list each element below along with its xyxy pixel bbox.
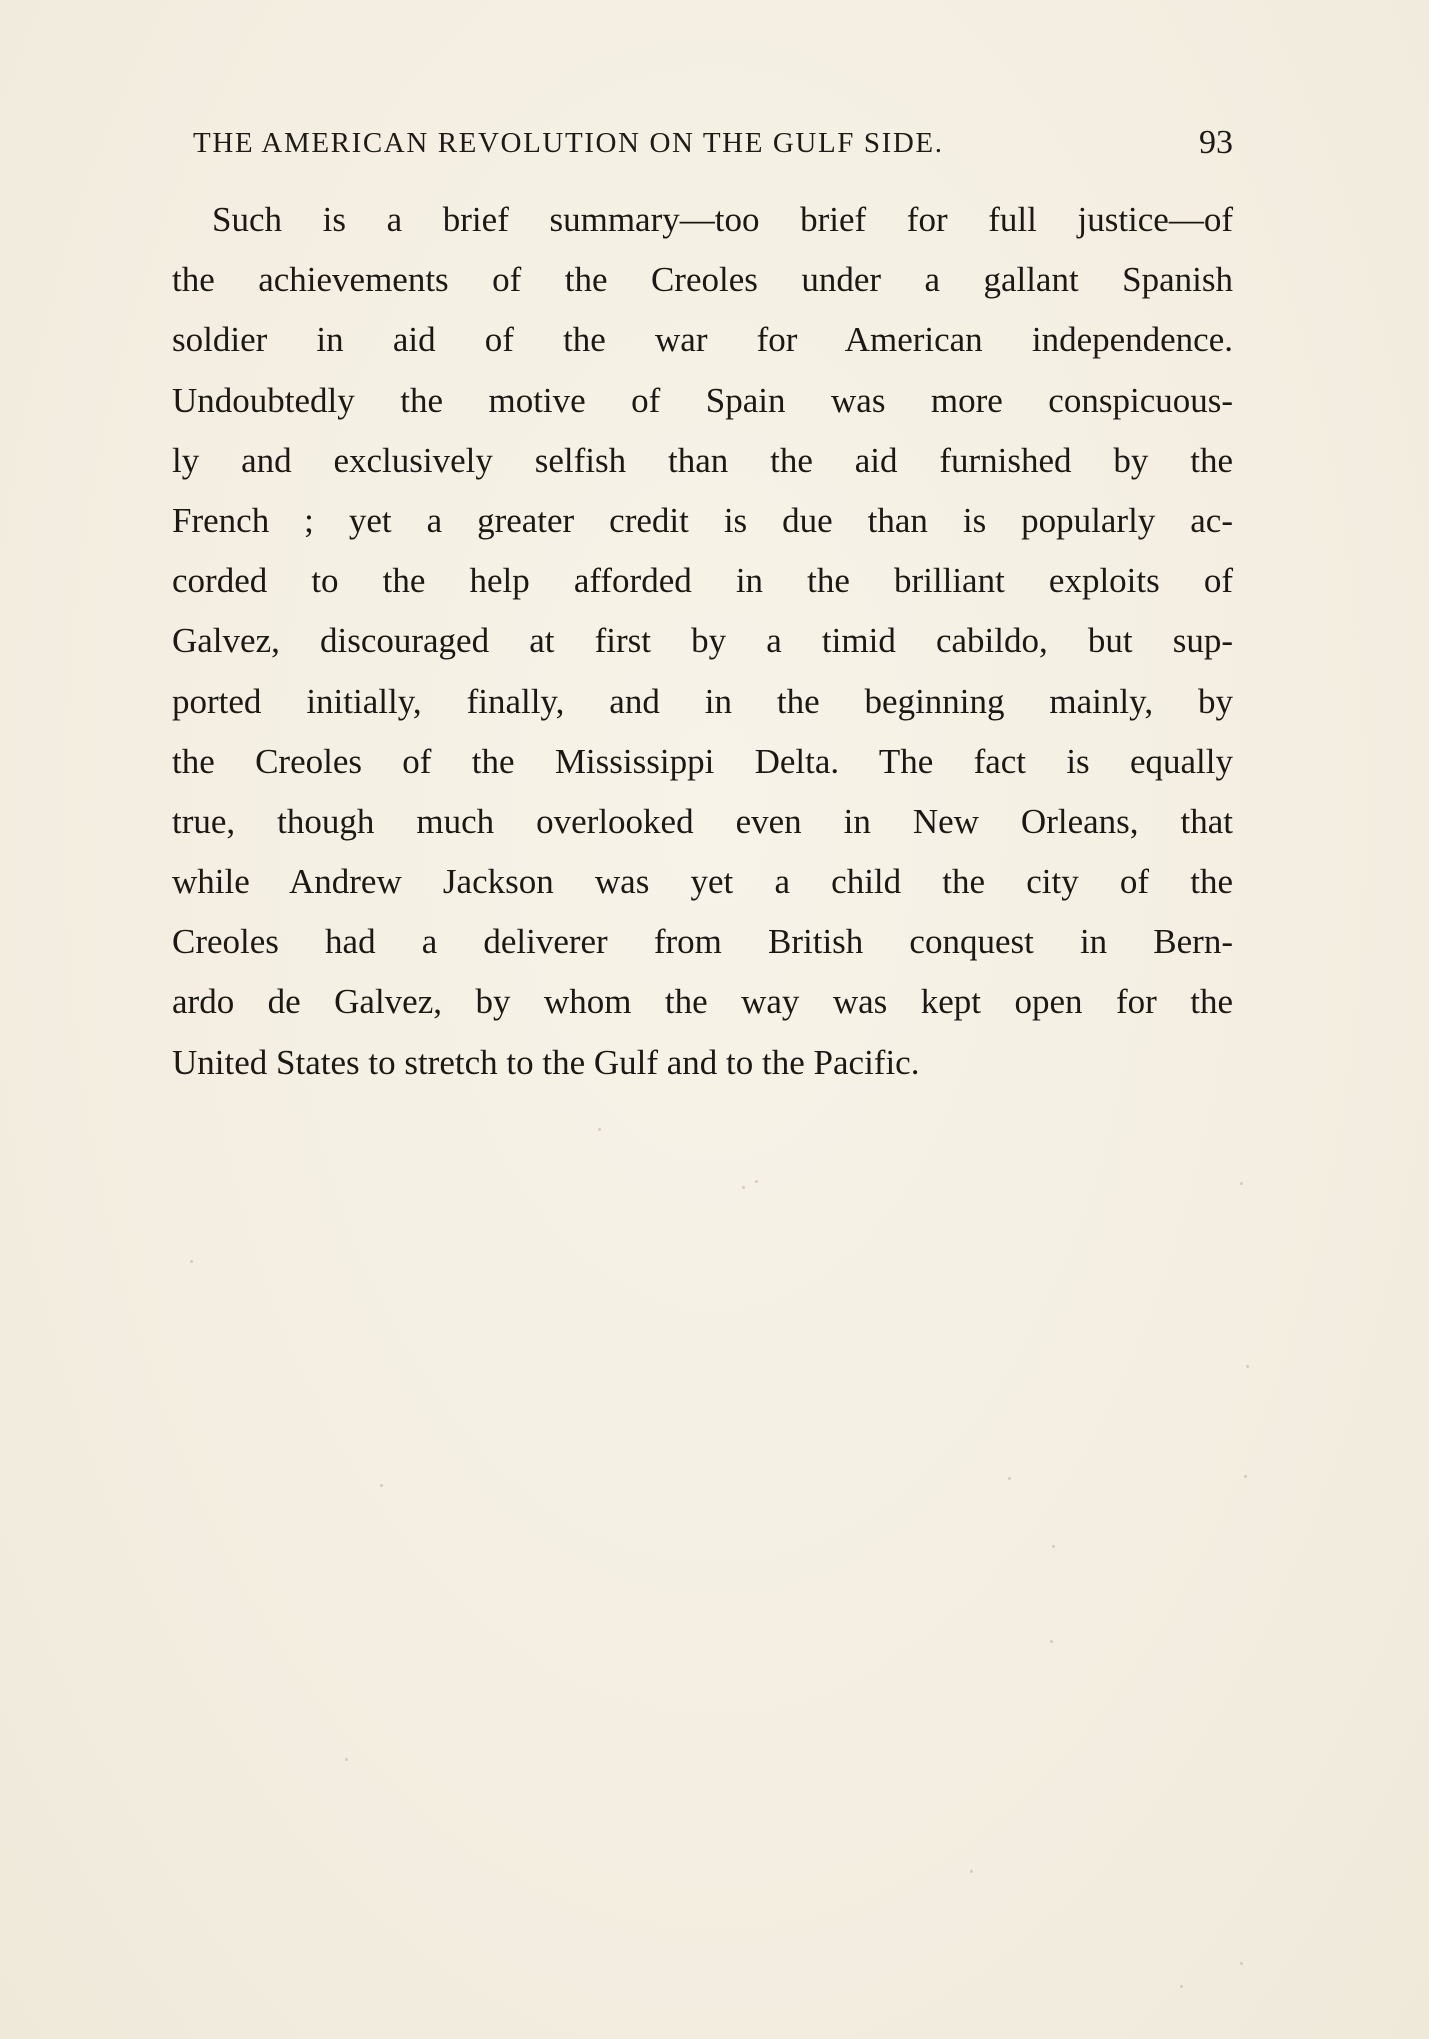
paper-speck xyxy=(1050,1640,1053,1643)
text-line: true, though much overlooked even in New Orleans, that xyxy=(172,801,1233,841)
paper-speck xyxy=(598,1128,601,1131)
paper-speck xyxy=(380,1484,383,1487)
text-line: Creoles had a deliverer from British conquest in Bern- xyxy=(172,922,1233,962)
paper-speck xyxy=(742,1186,745,1189)
text-line: the achievements of the Creoles under a gallant Spanish xyxy=(172,260,1233,300)
paper-speck xyxy=(1180,1985,1183,1988)
paper-speck xyxy=(1052,1545,1055,1548)
text-line: ardo de Galvez, by whom the way was kept open for the xyxy=(172,982,1233,1022)
text-line: Such is a brief summary—too brief for full justice—of xyxy=(212,200,1233,239)
text-line: ly and exclusively selfish than the aid furnished by the xyxy=(172,440,1233,480)
text-line: corded to the help afforded in the brilliant exploits of xyxy=(172,561,1233,601)
text-line: soldier in aid of the war for American independence. xyxy=(172,320,1233,360)
page-header xyxy=(193,118,1233,168)
paper-speck xyxy=(970,1870,973,1873)
text-line: while Andrew Jackson was yet a child the city of the xyxy=(172,862,1233,902)
paper-speck xyxy=(1240,1962,1243,1965)
paper-speck xyxy=(1240,1182,1243,1185)
page-number: 93 xyxy=(1199,124,1233,161)
text-line: the Creoles of the Mississippi Delta. The fact is equally xyxy=(172,741,1233,781)
text-line: Undoubtedly the motive of Spain was more conspicuous- xyxy=(172,380,1233,420)
paper-speck xyxy=(1244,1475,1247,1478)
paper-speck xyxy=(755,1180,758,1183)
paper-speck xyxy=(1008,1477,1011,1480)
paper-speck xyxy=(190,1260,193,1263)
running-title: THE AMERICAN REVOLUTION ON THE GULF SIDE. xyxy=(193,127,944,159)
text-line: United States to stretch to the Gulf and to the Pacific. xyxy=(172,1042,920,1082)
text-line: ported initially, finally, and in the beginning mainly, by xyxy=(172,681,1233,721)
body-paragraph xyxy=(172,190,1233,1093)
paper-speck xyxy=(345,1758,348,1761)
paper-speck xyxy=(1246,1365,1249,1368)
text-line: French ; yet a greater credit is due than is popularly ac- xyxy=(172,500,1233,540)
text-line: Galvez, discouraged at first by a timid cabildo, but sup- xyxy=(172,621,1233,661)
